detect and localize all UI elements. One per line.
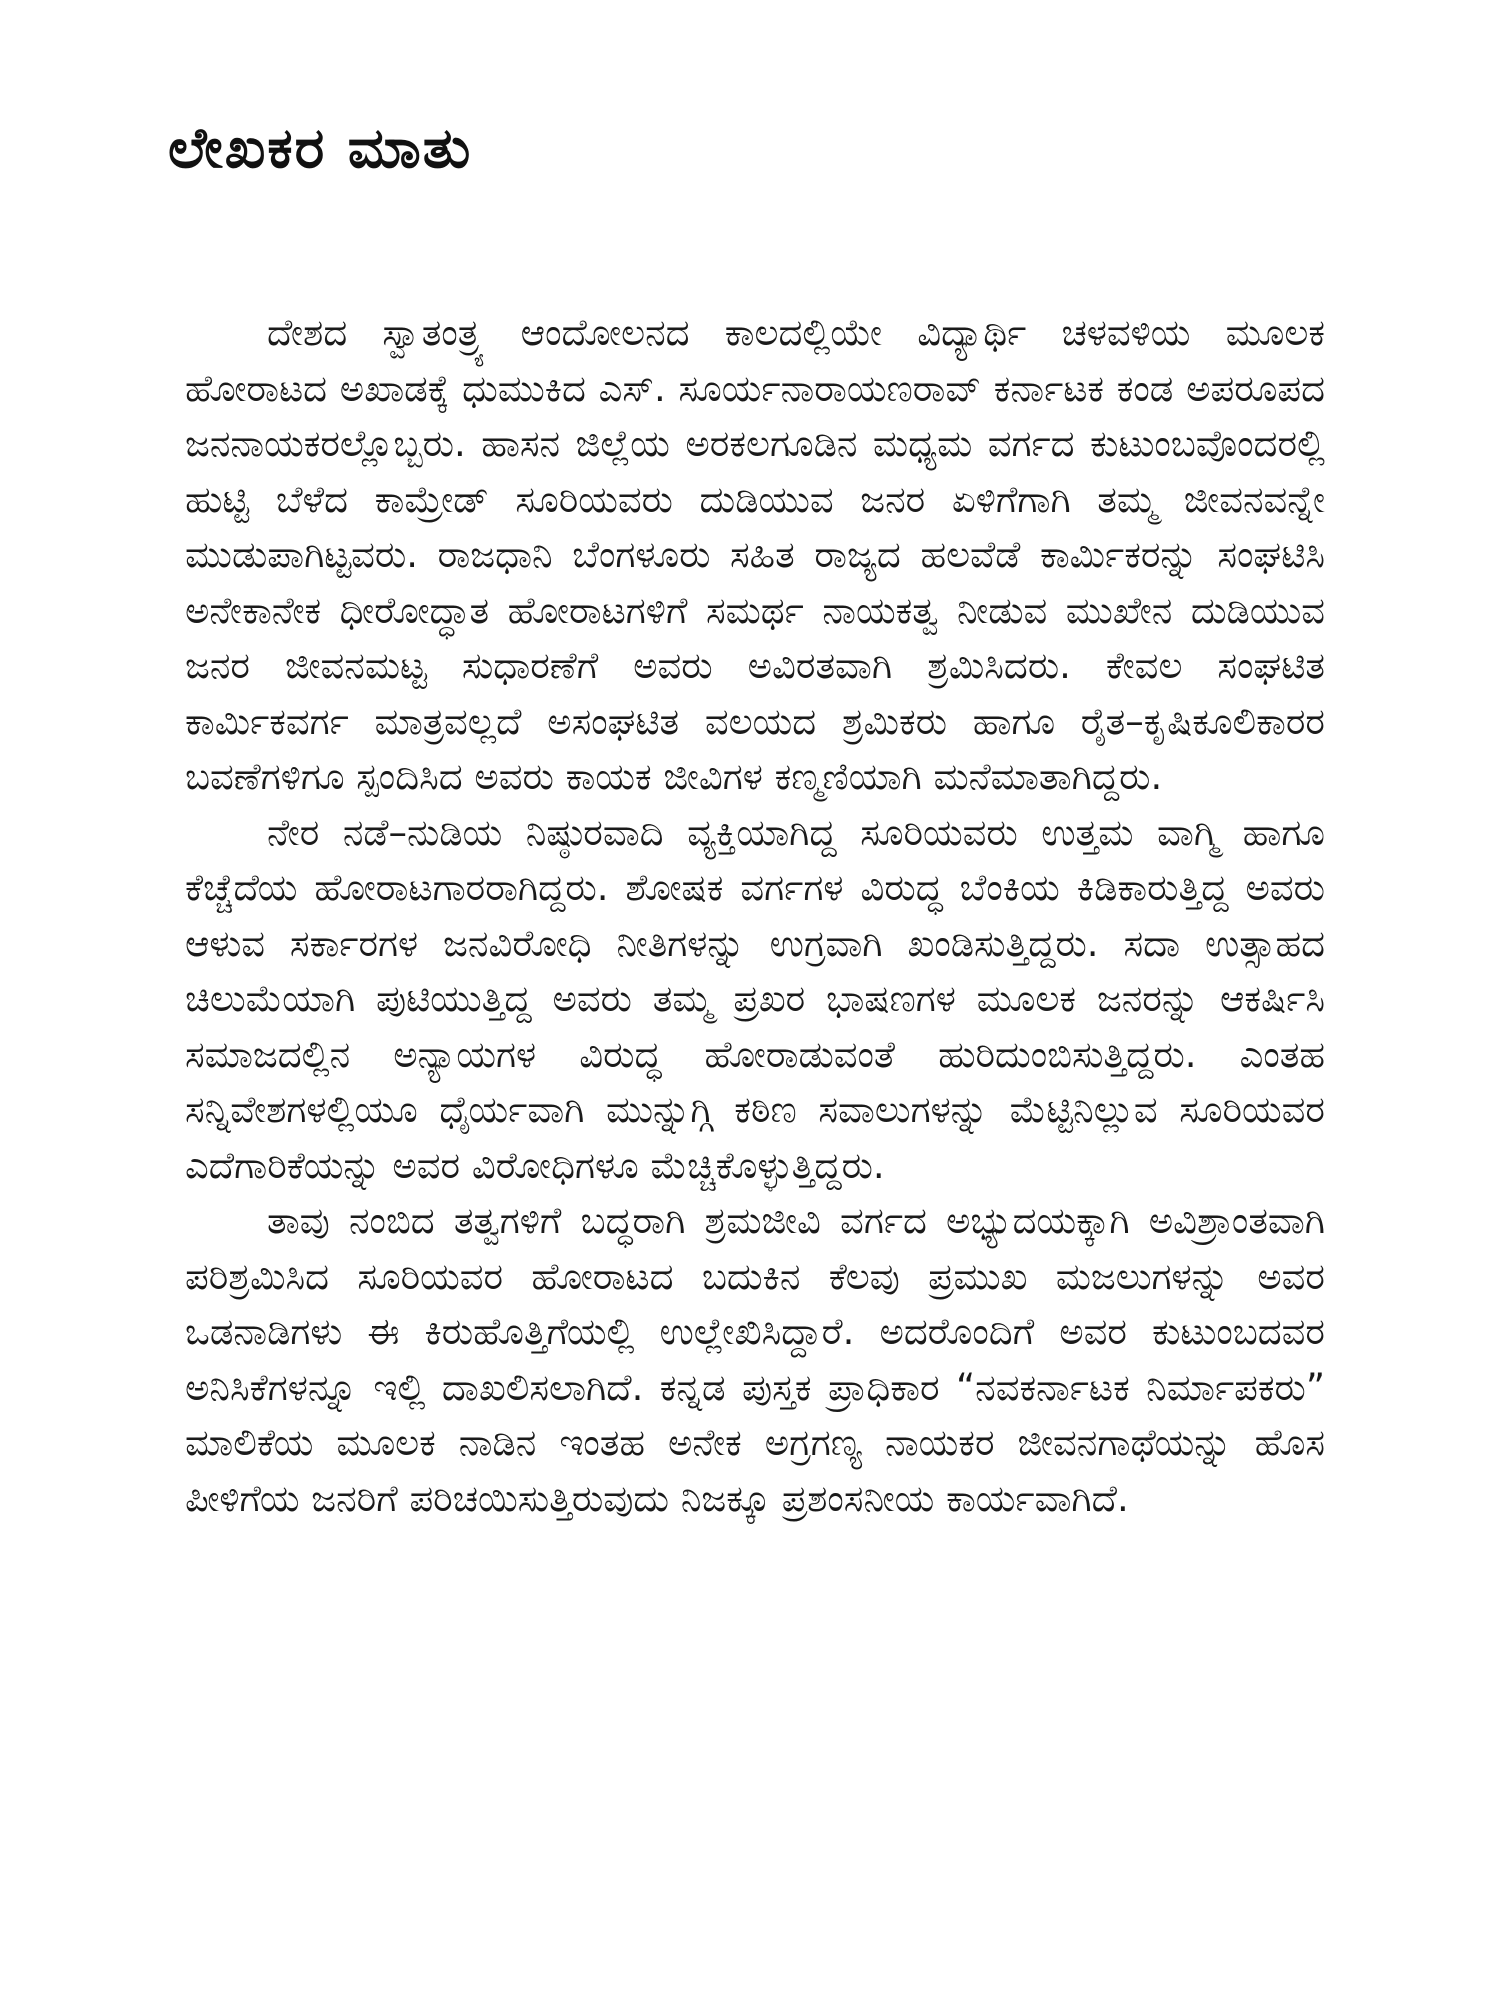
paragraph-3: ತಾವು ನಂಬಿದ ತತ್ವಗಳಿಗೆ ಬದ್ಧರಾಗಿ ಶ್ರಮಜೀವಿ ವರ್ಗದ ಅಭ್ಯುದಯಕ್ಕಾಗಿ ಅವಿಶ್ರಾಂತವಾಗಿ ಪರಿಶ್ರಮಿಸಿದ ಸೂರಿಯವರ ಹೋರಾಟದ ಬದುಕಿನ ಕೆಲವು ಪ್ರಮುಖ ಮಜಲುಗಳನ್ನು ಅವರ ಒಡನಾಡಿಗಳು ಈ ಕಿರುಹೊತ್ತಿಗೆಯಲ್ಲಿ ಉಲ್ಲೇಖಿಸಿದ್ದಾರೆ. ಅದರೊಂದಿಗೆ ಅವರ ಕುಟುಂಬದವರ ಅನಿಸಿಕೆಗಳನ್ನೂ ಇಲ್ಲಿ ದಾಖಲಿಸಲಾಗಿದೆ. ಕನ್ನಡ ಪುಸ್ತಕ ಪ್ರಾಧಿಕಾರ “ನವಕರ್ನಾಟಕ ನಿರ್ಮಾಪಕರು” ಮಾಲಿಕೆಯ ಮೂಲಕ ನಾಡಿನ ಇಂತಹ ಅನೇಕ ಅಗ್ರಗಣ್ಯ ನಾಯಕರ ಜೀವನಗಾಥೆಯನ್ನು ಹೊಸ ಪೀಳಿಗೆಯ ಜನರಿಗೆ ಪರಿಚಯಿಸುತ್ತಿರುವುದು ನಿಜಕ್ಕೂ ಪ್ರಶಂಸನೀಯ ಕಾರ್ಯವಾಗಿದೆ. bbox=[185, 1199, 1325, 1520]
page-title: ಲೇಖಕರ ಮಾತು bbox=[168, 116, 473, 181]
paragraph-1: ದೇಶದ ಸ್ವಾತಂತ್ರ್ಯ ಆಂದೋಲನದ ಕಾಲದಲ್ಲಿಯೇ ವಿದ್ಯಾರ್ಥಿ ಚಳವಳಿಯ ಮೂಲಕ ಹೋರಾಟದ ಅಖಾಡಕ್ಕೆ ಧುಮುಕಿದ ಎಸ್. ಸೂರ್ಯನಾರಾಯಣರಾವ್ ಕರ್ನಾಟಕ ಕಂಡ ಅಪರೂಪದ ಜನನಾಯಕರಲ್ಲೊಬ್ಬರು. ಹಾಸನ ಜಿಲ್ಲೆಯ ಅರಕಲಗೂಡಿನ ಮಧ್ಯಮ ವರ್ಗದ ಕುಟುಂಬವೊಂದರಲ್ಲಿ ಹುಟ್ಟಿ ಬೆಳೆದ ಕಾಮ್ರೇಡ್ ಸೂರಿಯವರು ದುಡಿಯುವ ಜನರ ಏಳಿಗೆಗಾಗಿ ತಮ್ಮ ಜೀವನವನ್ನೇ ಮುಡುಪಾಗಿಟ್ಟವರು. ರಾಜಧಾನಿ ಬೆಂಗಳೂರು ಸಹಿತ ರಾಜ್ಯದ ಹಲವೆಡೆ ಕಾರ್ಮಿಕರನ್ನು ಸಂಘಟಿಸಿ ಅನೇಕಾನೇಕ ಧೀರೋದ್ಧಾತ ಹೋರಾಟಗಳಿಗೆ ಸಮರ್ಥ ನಾಯಕತ್ವ ನೀಡುವ ಮುಖೇನ ದುಡಿಯುವ ಜನರ ಜೀವನಮಟ್ಟ ಸುಧಾರಣೆಗೆ ಅವರು ಅವಿರತವಾಗಿ ಶ್ರಮಿಸಿದರು. ಕೇವಲ ಸಂಘಟಿತ ಕಾರ್ಮಿಕವರ್ಗ ಮಾತ್ರವಲ್ಲದೆ ಅಸಂಘಟಿತ ವಲಯದ ಶ್ರಮಿಕರು ಹಾಗೂ ರೈತ–ಕೃಷಿಕೂಲಿಕಾರರ ಬವಣೆಗಳಿಗೂ ಸ್ಪಂದಿಸಿದ ಅವರು ಕಾಯಕ ಜೀವಿಗಳ ಕಣ್ಮಣಿಯಾಗಿ ಮನೆಮಾತಾಗಿದ್ದರು. bbox=[185, 311, 1325, 798]
body-text bbox=[185, 305, 1325, 1526]
paragraph-2: ನೇರ ನಡೆ–ನುಡಿಯ ನಿಷ್ಠುರವಾದಿ ವ್ಯಕ್ತಿಯಾಗಿದ್ದ ಸೂರಿಯವರು ಉತ್ತಮ ವಾಗ್ಮಿ ಹಾಗೂ ಕೆಚ್ಚೆದೆಯ ಹೋರಾಟಗಾರರಾಗಿದ್ದರು. ಶೋಷಕ ವರ್ಗಗಳ ವಿರುದ್ಧ ಬೆಂಕಿಯ ಕಿಡಿಕಾರುತ್ತಿದ್ದ ಅವರು ಆಳುವ ಸರ್ಕಾರಗಳ ಜನವಿರೋಧಿ ನೀತಿಗಳನ್ನು ಉಗ್ರವಾಗಿ ಖಂಡಿಸುತ್ತಿದ್ದರು. ಸದಾ ಉತ್ಸಾಹದ ಚಿಲುಮೆಯಾಗಿ ಪುಟಿಯುತ್ತಿದ್ದ ಅವರು ತಮ್ಮ ಪ್ರಖರ ಭಾಷಣಗಳ ಮೂಲಕ ಜನರನ್ನು ಆಕರ್ಷಿಸಿ ಸಮಾಜದಲ್ಲಿನ ಅನ್ಯಾಯಗಳ ವಿರುದ್ಧ ಹೋರಾಡುವಂತೆ ಹುರಿದುಂಬಿಸುತ್ತಿದ್ದರು. ಎಂತಹ ಸನ್ನಿವೇಶಗಳಲ್ಲಿಯೂ ಧೈರ್ಯವಾಗಿ ಮುನ್ನುಗ್ಗಿ ಕಠಿಣ ಸವಾಲುಗಳನ್ನು ಮೆಟ್ಟಿನಿಲ್ಲುವ ಸೂರಿಯವರ ಎದೆಗಾರಿಕೆಯನ್ನು ಅವರ ವಿರೋಧಿಗಳೂ ಮೆಚ್ಚಿಕೊಳ್ಳುತ್ತಿದ್ದರು. bbox=[185, 810, 1325, 1187]
